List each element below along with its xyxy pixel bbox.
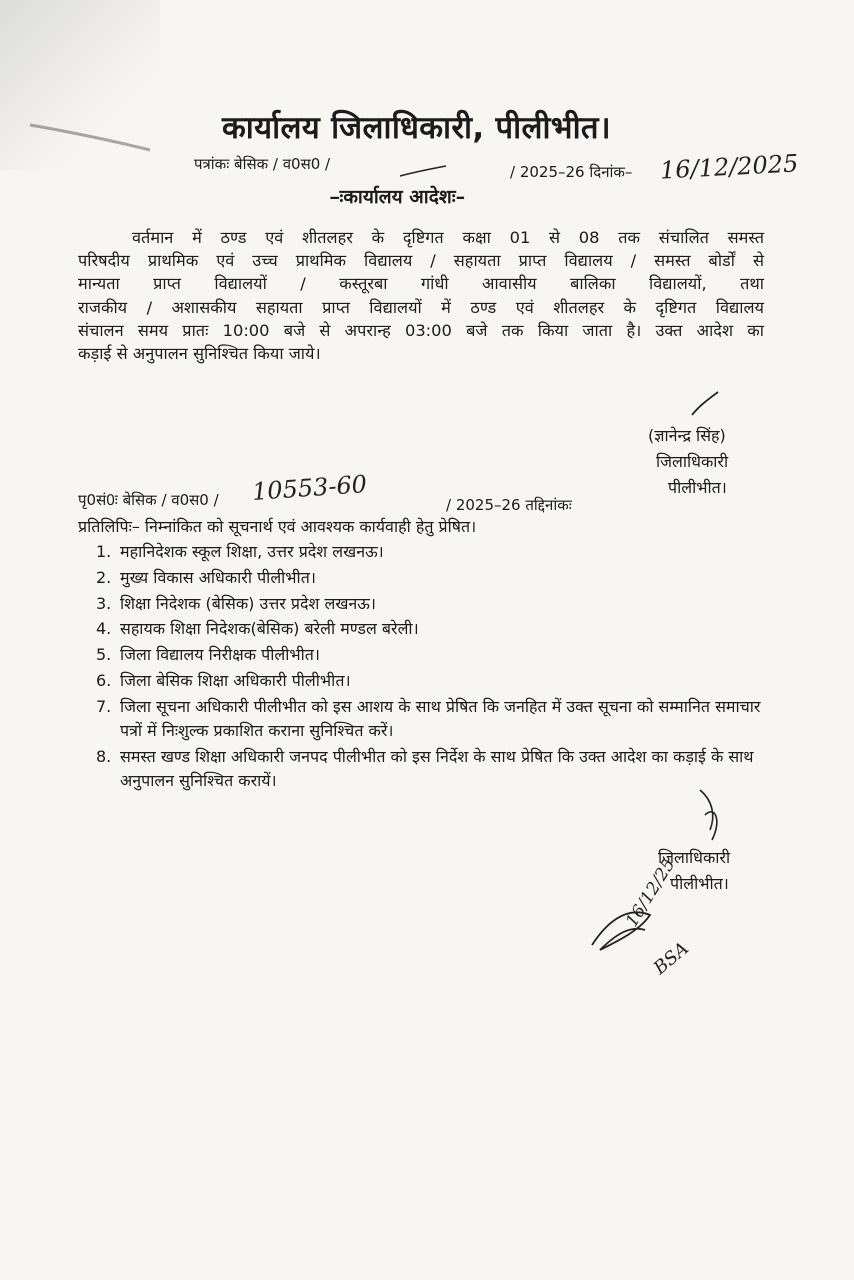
initial-signature [700, 790, 717, 840]
letter-number-year: / 2025–26 दिनांक– [510, 163, 633, 181]
order-body-line: कड़ाई से अनुपालन सुनिश्चित किया जाये। [78, 344, 321, 364]
signatory-designation: जिलाधिकारी [656, 452, 729, 471]
copy-to-line: प्रतिलिपिः– निम्नांकित को सूचनार्थ एवं आवश्यक कार्यवाही हेतु प्रेषित। [78, 517, 477, 536]
order-body [78, 226, 764, 365]
pen-dash-mark [400, 166, 446, 176]
order-body-line: परिषदीय प्राथमिक एवं उच्च प्राथमिक विद्यालय / सहायता प्राप्त विद्यालय / समस्त बोर्डों से [78, 251, 764, 271]
letter-date-handwritten: 16/12/2025 [659, 149, 799, 185]
tick-signature [692, 392, 718, 415]
order-heading: –ःकार्यालय आदेशः– [330, 186, 466, 208]
list-item: 1. महानिदेशक स्कूल शिक्षा, उत्तर प्रदेश लखनऊ। [96, 542, 384, 561]
order-body-line: संचालन समय प्रातः 10:00 बजे से अपरान्ह 03:00 बजे तक किया जाता है। उक्त आदेश का [78, 320, 764, 340]
office-title: कार्यालय जिलाधिकारी, पीलीभीत। [222, 110, 611, 146]
endorsement-ref-year: / 2025–26 तद्दिनांकः [446, 496, 572, 514]
stamp-initials-handwritten: BSA [649, 938, 693, 979]
order-body-line: मान्यता प्राप्त विद्यालयों / कस्तूरबा गांधी आवासीय बालिका विद्यालयों, तथा [78, 274, 764, 294]
stamp-date-handwritten: 16/12/25 [622, 855, 680, 931]
order-body-line: वर्तमान में ठण्ड एवं शीतलहर के दृष्टिगत कक्षा 01 से 08 तक संचालित समस्त [132, 228, 764, 247]
list-item: 3. शिक्षा निदेशक (बेसिक) उत्तर प्रदेश लखनऊ। [96, 593, 376, 613]
signatory-place: पीलीभीत। [668, 478, 727, 497]
bottom-signatory-designation: जिलाधिकारी [658, 848, 731, 867]
list-item: 4. सहायक शिक्षा निदेशक(बेसिक) बरेली मण्डल बरेली। [96, 619, 419, 639]
order-body-line: राजकीय / अशासकीय सहायता प्राप्त विद्यालयों में ठण्ड एवं शीतलहर के दृष्टिगत विद्यालय [78, 297, 764, 317]
list-item: 7. जिला सूचना अधिकारी पीलीभीत को इस आशय के साथ प्रेषित कि जनहित में उक्त सूचना को सम्मानित समाचार पत्रों में निःशुल्क प्रकाशित कराना सुनिश्चित करें। [96, 696, 761, 740]
list-item: 2. मुख्य विकास अधिकारी पीलीभीत। [96, 567, 316, 587]
endorsement-ref-prefix: पृ0सं0ः बेसिक / व0स0 / [78, 491, 219, 509]
list-item: 6. जिला बेसिक शिक्षा अधिकारी पीलीभीत। [96, 670, 351, 690]
signatory-name: (ज्ञानेन्द्र सिंह) [648, 426, 726, 445]
recipient-list [96, 540, 766, 795]
fold-mark [30, 125, 150, 150]
endorsement-number-handwritten: 10553-60 [251, 470, 368, 506]
list-item: 8. समस्त खण्ड शिक्षा अधिकारी जनपद पीलीभीत को इस निर्देश के साथ प्रेषित कि उक्त आदेश का कड़ाई के साथ अनुपालन सुनिश्चित करायें। [96, 746, 754, 790]
letter-number-prefix: पत्रांकः बेसिक / व0स0 / [194, 155, 331, 173]
list-item: 5. जिला विद्यालय निरीक्षक पीलीभीत। [96, 645, 320, 665]
bottom-signatory-place: पीलीभीत। [670, 874, 729, 893]
